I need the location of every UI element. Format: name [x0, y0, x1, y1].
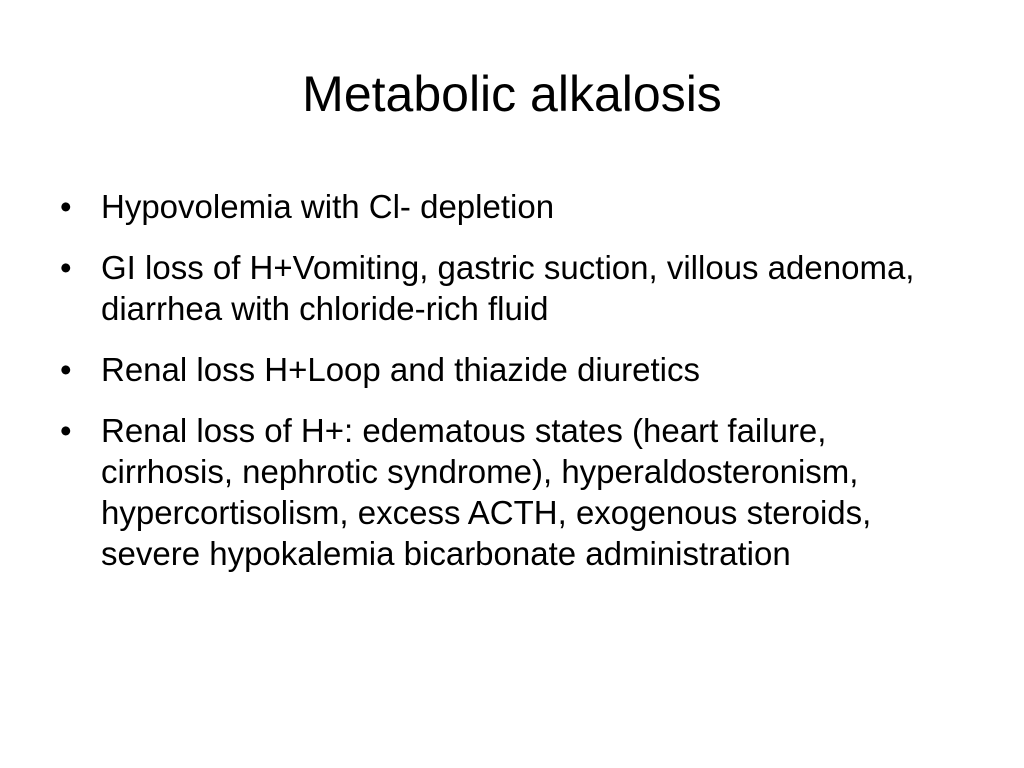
bullet-text: Renal loss of H+: edematous states (heart failure, cirrhosis, nephrotic syndrome), hyperaldosteronism, hypercortisolism, excess ACTH, exogenous steroids, severe hypokalemia bicarbonate administration	[101, 412, 872, 572]
bullet-dot-icon: •	[60, 249, 72, 286]
bullet-dot-icon: •	[60, 412, 72, 449]
bullet-text: Hypovolemia with Cl- depletion	[101, 188, 555, 225]
bullet-dot-icon: •	[60, 188, 72, 225]
bullet-dot-icon: •	[60, 351, 72, 388]
bullet-list	[56, 186, 956, 594]
bullet-text: GI loss of H+Vomiting, gastric suction, villous adenoma, diarrhea with chloride-rich fluid	[101, 249, 915, 327]
bullet-item-2	[56, 247, 956, 329]
bullet-text: Renal loss H+Loop and thiazide diuretics	[101, 351, 700, 388]
bullet-item-3	[56, 349, 956, 390]
bullet-item-1	[56, 186, 956, 227]
slide-title: Metabolic alkalosis	[302, 66, 722, 122]
bullet-item-4	[56, 410, 956, 574]
